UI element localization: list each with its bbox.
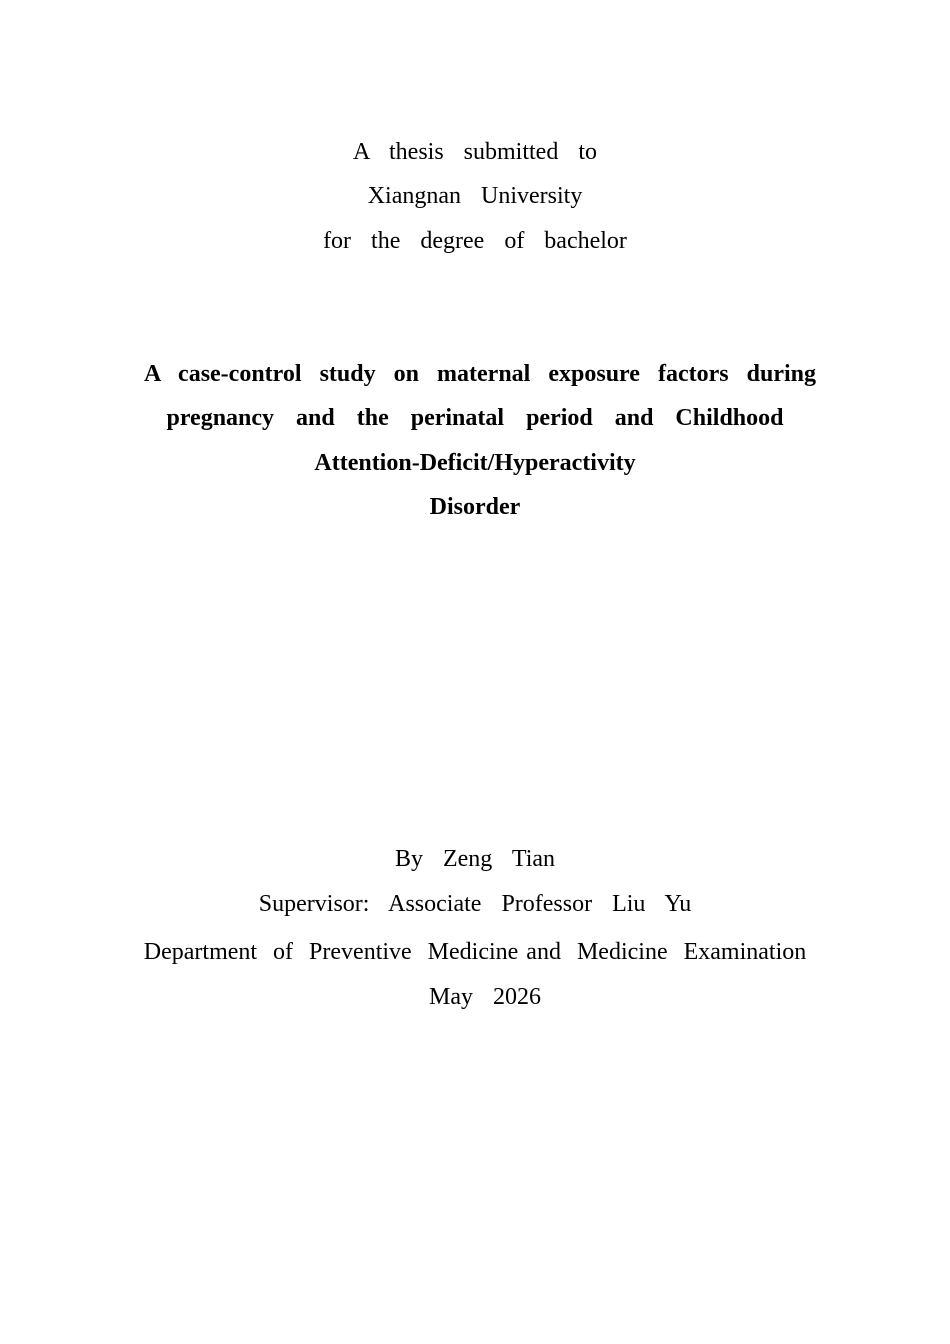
submission-line-2: Xiangnan University <box>367 183 583 209</box>
thesis-title-line-1: A case-control study on maternal exposure factors during <box>144 361 816 387</box>
thesis-title-line-3: Attention-Deficit/Hyperactivity <box>314 450 636 476</box>
department-line: Department of Preventive Medicine and Medicine Examination <box>143 939 807 965</box>
author-line: By Zeng Tian <box>394 846 556 872</box>
date-line: May 2026 <box>429 984 541 1010</box>
supervisor-line: Supervisor: Associate Professor Liu Yu <box>258 891 692 917</box>
thesis-title-line-4: Disorder <box>429 494 521 520</box>
submission-line-3: for the degree of bachelor <box>323 228 627 254</box>
submission-line-1: A thesis submitted to <box>352 139 597 165</box>
thesis-title-line-2: pregnancy and the perinatal period and Childhood <box>166 405 784 431</box>
